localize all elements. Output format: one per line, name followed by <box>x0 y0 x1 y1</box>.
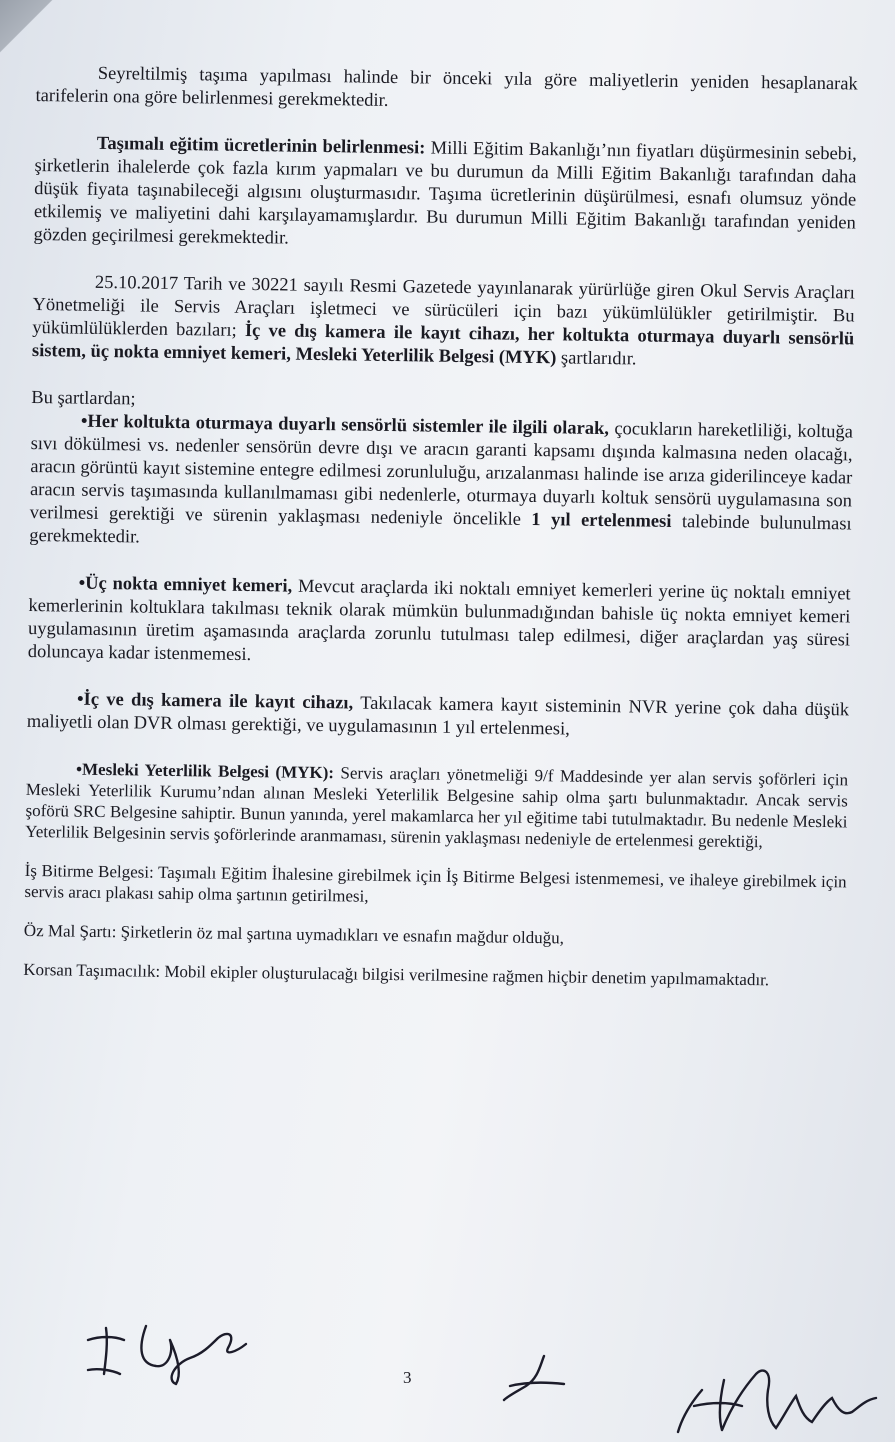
myk-text: Servis araçları yönetmeliği 9/f Maddesinde yer alan servis şoförleri için Mesleki Yeterlilik Kurumu’ndan alınan Mesleki Yeterlilik Belgesine sahip olma şartı bulunmaktadır. Ancak servis şoförü SRC Belgesine sahiptir. Bunun yanında, yerel makamlarca her yıl eğitime tabi tutulmaktadır. Bu nedenle Mesleki Yeterlilik Belgesinin servis şoförlerinde aranmaması, sürenin yaklaşması nedeniyle de ertelenmesi gerektiği, <box>25 763 849 852</box>
seat-sensor-text: çocukların hareketliliği, koltuğa sıvı dökülmesi vs. nedenler sensörün devre dışı ve aracın garanti kapsamı dışında kalmasına neden olacağı, aracın görüntü kayıt sistemine entegre edilmesi zorunluluğu, arızalanması halinde ise arıza giderilinceye kadar aracın servis taşımasında kullanılmaması gibi nedenlerle, oturmaya duyarlı koltuk sensörü uygulamasına son verilmesi gerektiği ve sürenin yaklaşması nedeniyle öncelikle <box>29 419 854 530</box>
document-body <box>23 62 858 991</box>
seat-sensor-deferral: 1 yıl ertelenmesi <box>531 509 672 532</box>
paragraph-tariffs: Seyreltilmiş taşıma yapılması halinde bir önceki yıla göre maliyetlerin yeniden hesaplanarak tarifelerin ona göre belirlenmesi gerekmektedir. <box>35 63 858 111</box>
signature-center <box>500 1352 575 1402</box>
regulation-obligations: İç ve dış kamera ile kayıt cihazı, her koltukta oturmaya duyarlı sensörlü sistem, üç nokta emniyet kemeri, Mesleki Yeterlilik Belgesi (MYK) <box>31 320 855 369</box>
seat-sensor-end: talebinde bulunulması gerekmektedir. <box>29 511 852 548</box>
page-number: 3 <box>403 1368 412 1387</box>
regulation-text: 25.10.2017 Tarih ve 30221 sayılı Resmi Gazetede yayınlanarak yürürlüğe giren Okul Servis Araçları Yönetmeliği ile Servis Araçları işletmeci ve sürücüleri için bazı yükümlülükler getirilmiştir. Bu yükümlülüklerden bazıları; <box>32 272 855 341</box>
folded-corner <box>0 0 60 55</box>
fees-heading: Taşımalı eğitim ücretlerinin belirlenmesi: <box>96 133 426 159</box>
bullet-seat-belt <box>28 572 851 675</box>
signature-left <box>78 1318 253 1388</box>
bullet-myk <box>25 758 848 853</box>
regulation-end: şartlarıdır. <box>556 348 637 370</box>
seat-belt-heading: •Üç nokta emniyet kemeri, <box>78 573 293 597</box>
signature-right <box>672 1340 882 1440</box>
paragraph-regulation <box>32 271 855 374</box>
bullet-seat-sensor <box>29 410 853 559</box>
seat-sensor-heading: •Her koltukta oturmaya duyarlı sensörlü sistemler ile ilgili olarak, <box>80 411 610 440</box>
paragraph-completion-certificate: İş Bitirme Belgesi: Taşımalı Eğitim İhalesine girebilmek için İş Bitirme Belgesi istenmemesi, ve ihaleye girebilmek için servis aracı plakası sahip olma şartının getirilmesi, <box>24 860 847 906</box>
myk-heading: •Mesleki Yeterlilik Belgesi (MYK): <box>75 759 335 783</box>
conditions-intro: Bu şartlardan; <box>31 387 136 410</box>
paragraph-equity: Öz Mal Şartı: Şirketlerin öz mal şartına uymadıkları ve esnafın mağdur olduğu, <box>23 920 565 948</box>
fees-text: Milli Eğitim Bakanlığı’nın fiyatları düşürmesinin sebebi, şirketlerin ihalelerde çok fazla kırım yapmaları ve bu durumun da Milli Eğitim Bakanlığı tarafından daha düşük fiyata taşınabileceği algısını oluşturmasıdır. Taşıma ücretlerinin düşürülmesi, esnafı olumsuz yönde etkilemiş ve maliyetini dahi karşılayamamışlardır. Bu durumun Milli Eğitim Bakanlığı tarafından yeniden gözden geçirilmesi gerekmektedir. <box>33 138 857 249</box>
paragraph-fees <box>33 132 857 258</box>
paragraph-pirate-transport: Korsan Taşımacılık: Mobil ekipler oluşturulacağı bilgisi verilmesine rağmen hiçbir denetim yapılmamaktadır. <box>23 959 770 990</box>
camera-text: Takılacak kamera kayıt sisteminin NVR yerine çok daha düşük maliyetli olan DVR olması gerektiği, ve uygulamasının 1 yıl ertelenmesi, <box>26 693 850 740</box>
camera-heading: •İç ve dış kamera ile kayıt cihazı, <box>76 689 354 714</box>
seat-belt-text: Mevcut araçlarda iki noktalı emniyet kemerleri yerine üç noktalı emniyet kemerlerinin koltuklara takılması teknik olarak mümkün bulunmadığından bahisle üç nokta emniyet kemeri uygulamasının üretim aşamasında araçlarda zorunlu tutulması talep edilmesi, diğer araçlardan yaş süresi doluncaya kadar istenmemesi. <box>27 576 851 666</box>
